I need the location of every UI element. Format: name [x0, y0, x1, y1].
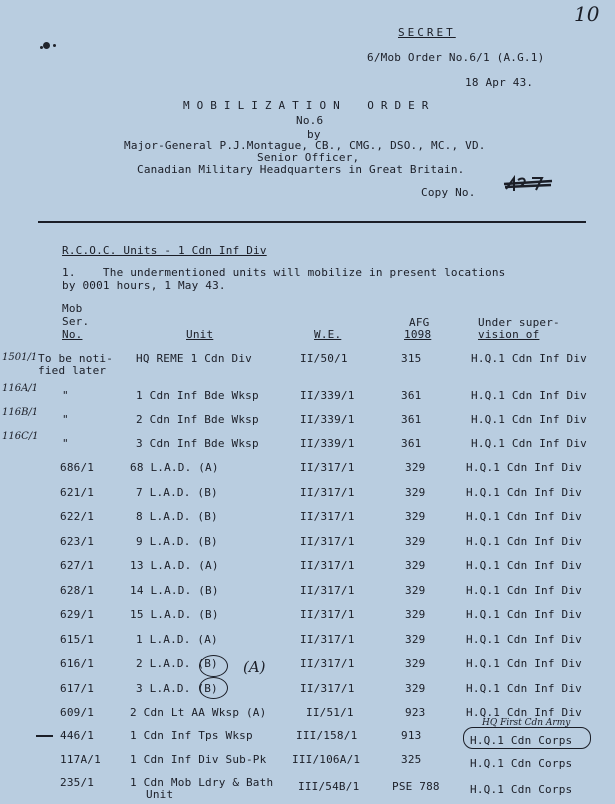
war-establishment: II/339/1: [300, 413, 355, 426]
order-reference: 6/Mob Order No.6/1 (A.G.1): [367, 51, 545, 64]
col-header-supervision: vision of: [478, 328, 540, 341]
war-establishment: III/106A/1: [292, 753, 361, 766]
mob-ser-no: ": [62, 389, 69, 402]
mob-ser-no: To be noti-: [38, 352, 114, 365]
unit-name: 1 Cdn Inf Bde Wksp: [136, 389, 259, 402]
war-establishment: III/54B/1: [298, 780, 360, 793]
margin-note: 116B/1: [2, 407, 39, 418]
war-establishment: II/317/1: [300, 510, 355, 523]
mob-ser-no: 629/1: [60, 608, 95, 621]
afg-number: 361: [401, 389, 422, 402]
afg-number: 329: [405, 584, 426, 597]
mob-ser-no: 609/1: [60, 706, 95, 719]
afg-number: 361: [401, 413, 422, 426]
circle-mark: [463, 727, 591, 749]
war-establishment: II/317/1: [300, 584, 355, 597]
supervising-hq: H.Q.1 Cdn Corps: [470, 734, 573, 747]
afg-number: 329: [405, 461, 426, 474]
mob-ser-no: 235/1: [60, 776, 95, 789]
war-establishment: II/339/1: [300, 437, 355, 450]
unit-name: 7 L.A.D. (B): [136, 486, 218, 499]
col-header-mob: No.: [62, 328, 83, 341]
unit-name: 2 Cdn Inf Bde Wksp: [136, 413, 259, 426]
mob-ser-no: fied later: [38, 364, 107, 377]
war-establishment: II/339/1: [300, 389, 355, 402]
supervising-hq: H.Q.1 Cdn Inf Div: [466, 510, 582, 523]
paragraph-line: 1. The undermentioned units will mobilize in present locations: [62, 266, 506, 279]
war-establishment: II/317/1: [300, 461, 355, 474]
mob-ser-no: 627/1: [60, 559, 95, 572]
war-establishment: II/317/1: [300, 535, 355, 548]
section-heading: R.C.O.C. Units - 1 Cdn Inf Div: [62, 244, 267, 257]
circle-mark: [199, 655, 228, 677]
supervising-hq: H.Q.1 Cdn Inf Div: [466, 461, 582, 474]
paragraph-line: by 0001 hours, 1 May 43.: [62, 279, 226, 292]
author-role: Senior Officer,: [257, 151, 360, 164]
mob-ser-no: 621/1: [60, 486, 95, 499]
war-establishment: II/317/1: [300, 559, 355, 572]
war-establishment: II/317/1: [300, 486, 355, 499]
unit-name: 3 L.A.D. (B): [136, 682, 218, 695]
unit-name: 8 L.A.D. (B): [136, 510, 218, 523]
war-establishment: II/317/1: [300, 657, 355, 670]
mob-ser-no: 686/1: [60, 461, 95, 474]
supervising-hq: H.Q.1 Cdn Inf Div: [471, 352, 587, 365]
mob-ser-no: 615/1: [60, 633, 95, 646]
supervising-hq: H.Q.1 Cdn Inf Div: [466, 584, 582, 597]
supervising-hq: H.Q.1 Cdn Inf Div: [466, 706, 582, 719]
supervising-hq: H.Q.1 Cdn Inf Div: [471, 413, 587, 426]
page-number: 10: [574, 2, 600, 26]
unit-name: HQ REME 1 Cdn Div: [136, 352, 252, 365]
mob-ser-no: 617/1: [60, 682, 95, 695]
unit-name: 68 L.A.D. (A): [130, 461, 219, 474]
unit-name: 2 L.A.D. (B): [136, 657, 218, 670]
unit-name: 1 L.A.D. (A): [136, 633, 218, 646]
mob-ser-no: 628/1: [60, 584, 95, 597]
war-establishment: II/51/1: [306, 706, 354, 719]
col-header-unit: Unit: [186, 328, 214, 341]
supervising-hq: H.Q.1 Cdn Corps: [470, 783, 573, 796]
col-header-mob: Mob: [62, 302, 83, 315]
war-establishment: II/317/1: [300, 633, 355, 646]
unit-name: 1 Cdn Mob Ldry & Bath: [130, 776, 274, 789]
col-header-supervision: Under super-: [478, 316, 560, 329]
mob-ser-no: 616/1: [60, 657, 95, 670]
mob-ser-no: ": [62, 437, 69, 450]
supervising-hq: H.Q.1 Cdn Inf Div: [466, 608, 582, 621]
classification: SECRET: [398, 26, 456, 39]
margin-note: 1501/1: [2, 352, 38, 363]
afg-number: 329: [405, 657, 426, 670]
ink-spot: [53, 44, 56, 47]
col-header-afg: AFG: [409, 316, 430, 329]
afg-number: 329: [405, 486, 426, 499]
afg-number: 315: [401, 352, 422, 365]
unit-name: 9 L.A.D. (B): [136, 535, 218, 548]
afg-number: 325: [401, 753, 422, 766]
mob-ser-no: ": [62, 413, 69, 426]
afg-number: 329: [405, 682, 426, 695]
supervising-hq: H.Q.1 Cdn Inf Div: [466, 486, 582, 499]
margin-dash: [36, 735, 53, 737]
supervising-hq: H.Q.1 Cdn Inf Div: [466, 657, 582, 670]
war-establishment: II/317/1: [300, 682, 355, 695]
ink-spot: [40, 46, 43, 49]
order-number: No.6: [296, 114, 324, 127]
order-date: 18 Apr 43.: [465, 76, 534, 89]
afg-number: 329: [405, 633, 426, 646]
mob-ser-no: 446/1: [60, 729, 95, 742]
mob-ser-no: 117A/1: [60, 753, 101, 766]
col-header-afg: 1098: [404, 328, 432, 341]
supervising-hq: H.Q.1 Cdn Inf Div: [471, 437, 587, 450]
unit-name: 1 Cdn Inf Tps Wksp: [130, 729, 253, 742]
headquarters: Canadian Military Headquarters in Great Britain.: [137, 163, 465, 176]
afg-number: 329: [405, 510, 426, 523]
ink-spot: [43, 42, 50, 49]
handwritten-mark: (A): [243, 658, 266, 676]
circle-mark: [199, 677, 228, 699]
horizontal-rule: [38, 221, 586, 223]
war-establishment: III/158/1: [296, 729, 358, 742]
afg-number: PSE 788: [392, 780, 440, 793]
supervising-hq: H.Q.1 Cdn Inf Div: [466, 682, 582, 695]
afg-number: 913: [401, 729, 422, 742]
afg-number: 923: [405, 706, 426, 719]
afg-number: 329: [405, 535, 426, 548]
supervising-hq: H.Q.1 Cdn Inf Div: [466, 559, 582, 572]
document-title: M O B I L I Z A T I O N O R D E R: [183, 99, 429, 112]
afg-number: 361: [401, 437, 422, 450]
afg-number: 329: [405, 559, 426, 572]
unit-name: 1 Cdn Inf Div Sub-Pk: [130, 753, 267, 766]
copy-label: Copy No.: [421, 186, 476, 199]
col-header-mob: Ser.: [62, 315, 90, 328]
margin-note: 116A/1: [2, 383, 39, 394]
handwritten-note: HQ First Cdn Army: [482, 718, 571, 728]
supervising-hq: H.Q.1 Cdn Corps: [470, 757, 573, 770]
mob-ser-no: 622/1: [60, 510, 95, 523]
afg-number: 329: [405, 608, 426, 621]
supervising-hq: H.Q.1 Cdn Inf Div: [466, 535, 582, 548]
mob-ser-no: 623/1: [60, 535, 95, 548]
by-line: by: [307, 128, 321, 141]
supervising-hq: H.Q.1 Cdn Inf Div: [471, 389, 587, 402]
margin-note: 116C/1: [2, 431, 39, 442]
supervising-hq: H.Q.1 Cdn Inf Div: [466, 633, 582, 646]
unit-name: 2 Cdn Lt AA Wksp (A): [130, 706, 267, 719]
war-establishment: II/50/1: [300, 352, 348, 365]
col-header-we: W.E.: [314, 328, 342, 341]
unit-name: 13 L.A.D. (A): [130, 559, 219, 572]
war-establishment: II/317/1: [300, 608, 355, 621]
unit-name: 15 L.A.D. (B): [130, 608, 219, 621]
unit-name: Unit: [146, 788, 174, 801]
author-name: Major-General P.J.Montague, CB., CMG., DSO., MC., VD.: [124, 139, 486, 152]
unit-name: 14 L.A.D. (B): [130, 584, 219, 597]
unit-name: 3 Cdn Inf Bde Wksp: [136, 437, 259, 450]
struck-copy-number: [502, 172, 554, 196]
